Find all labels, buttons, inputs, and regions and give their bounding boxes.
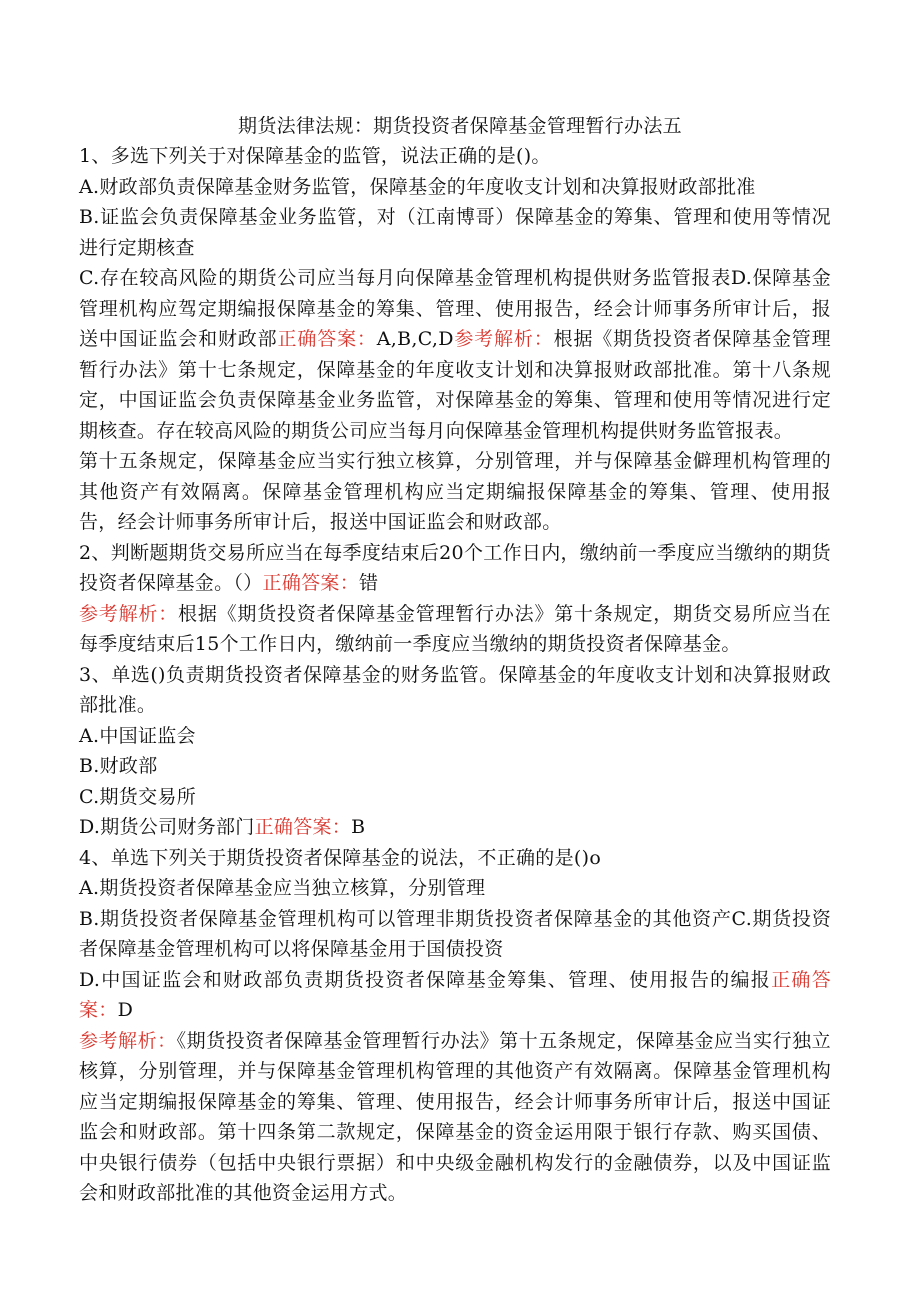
q4-analysis-paragraph bbox=[79, 1026, 831, 1209]
q2-analysis-paragraph bbox=[79, 599, 831, 660]
q1-analysis-2: 第十五条规定，保障基金应当实行独立核算，分别管理，并与保障基金僻理机构管理的其他资产有效隔离。保障基金管理机构应当定期编报保障基金的筹集、管理、使用报告，经会计师事务所审计后，报送中国证监会和财政部。 bbox=[79, 450, 831, 533]
q4-answer-label: 正确答案： bbox=[79, 968, 831, 1021]
q3-option-b: B.财政部 bbox=[79, 755, 158, 777]
q4-analysis: 《期货投资者保障基金管理暂行办法》第十五条规定，保障基金应当实行独立核算，分别管理，并与保障基金管理机构管理的其他资产有效隔离。保障基金管理机构应当定期编报保障基金的筹集、管理、使用报告，经会计师事务所审计后，报送中国证监会和财政部。第十四条第二款规定，保障基金的资金运用限于银行存款、购买国债、中央银行债券（包括中央银行票据）和中央级金融机构发行的金融债券，以及中国证监会和财政部批准的其他资金运用方式。 bbox=[79, 1029, 831, 1204]
q2-answer-label: 正确答案： bbox=[262, 572, 360, 594]
q3-option-d-answer bbox=[79, 812, 831, 843]
q1-option-cd-answer bbox=[79, 263, 831, 446]
q1-stem: 1、多选下列关于对保障基金的监管，说法正确的是()。 bbox=[79, 145, 551, 167]
q3-option-c: C.期货交易所 bbox=[79, 785, 197, 808]
q4-option-a: A.期货投资者保障基金应当独立核算，分别管理 bbox=[79, 877, 486, 899]
q2-analysis-label: 参考解析： bbox=[79, 602, 179, 625]
q2-answer: 错 bbox=[359, 572, 379, 594]
page-title: 期货法律法规：期货投资者保障基金管理暂行办法五 bbox=[238, 115, 682, 137]
q1-analysis-label: 参考解析： bbox=[453, 328, 554, 350]
q1-option-a: A.财政部负责保障基金财务监管，保障基金的年度收支计划和决算报财政部批准 bbox=[79, 175, 756, 198]
q2-stem: 2、判断题期货交易所应当在每季度结束后20个工作日内，缴纳前一季度应当缴纳的期货投资者保障基金。（） bbox=[79, 541, 831, 594]
q2-analysis: 根据《期货投资者保障基金管理暂行办法》第十条规定，期货交易所应当在每季度结束后15个工作日内，缴纳前一季度应当缴纳的期货投资者保障基金。 bbox=[79, 602, 831, 655]
q4-answer: D bbox=[117, 999, 134, 1021]
q4-option-d-answer bbox=[79, 965, 831, 1026]
q3-answer-label: 正确答案： bbox=[254, 816, 352, 838]
q3-answer: B bbox=[351, 816, 366, 838]
q3-option-d: D.期货公司财务部门 bbox=[79, 816, 255, 838]
q1-answer: A,B,C,D bbox=[376, 328, 454, 350]
q4-analysis-label: 参考解析： bbox=[79, 1029, 177, 1052]
q1-analysis-1: 根据《期货投资者保障基金管理暂行办法》第十七条规定，保障基金的年度收支计划和决算报财政部批准。第十八条规定，中国证监会负责保障基金业务监管，对保障基金的筹集、管理和使用等情况进行定期核查。存在较高风险的期货公司应当每月向保障基金管理机构提供财务监管报表。 bbox=[79, 328, 831, 442]
q1-option-cd: C.存在较高风险的期货公司应当每月向保障基金管理机构提供财务监管报表D.保障基金管理机构应驾定期编报保障基金的筹集、管理、使用报告，经会计师事务所审计后，报送中国证监会和财政部 bbox=[79, 267, 831, 350]
q3-stem: 3、单选()负责期货投资者保障基金的财务监管。保障基金的年度收支计划和决算报财政部批准。 bbox=[79, 663, 831, 716]
q3-option-a: A.中国证监会 bbox=[79, 724, 196, 747]
q1-answer-label: 正确答案： bbox=[277, 328, 377, 350]
q4-option-d: D.中国证监会和财政部负责期货投资者保障基金筹集、管理、使用报告的编报 bbox=[79, 968, 772, 991]
q1-option-b: B.证监会负责保障基金业务监管，对（江南博哥）保障基金的筹集、管理和使用等情况进行定期核查 bbox=[79, 206, 831, 259]
document-body bbox=[79, 141, 831, 1209]
q4-option-bc: B.期货投资者保障基金管理机构可以管理非期货投资者保障基金的其他资产C.期货投资者保障基金管理机构可以将保障基金用于国债投资 bbox=[79, 907, 831, 960]
q2-stem-answer bbox=[79, 538, 831, 599]
q4-stem: 4、单选下列关于期货投资者保障基金的说法，不正确的是()o bbox=[79, 846, 602, 869]
